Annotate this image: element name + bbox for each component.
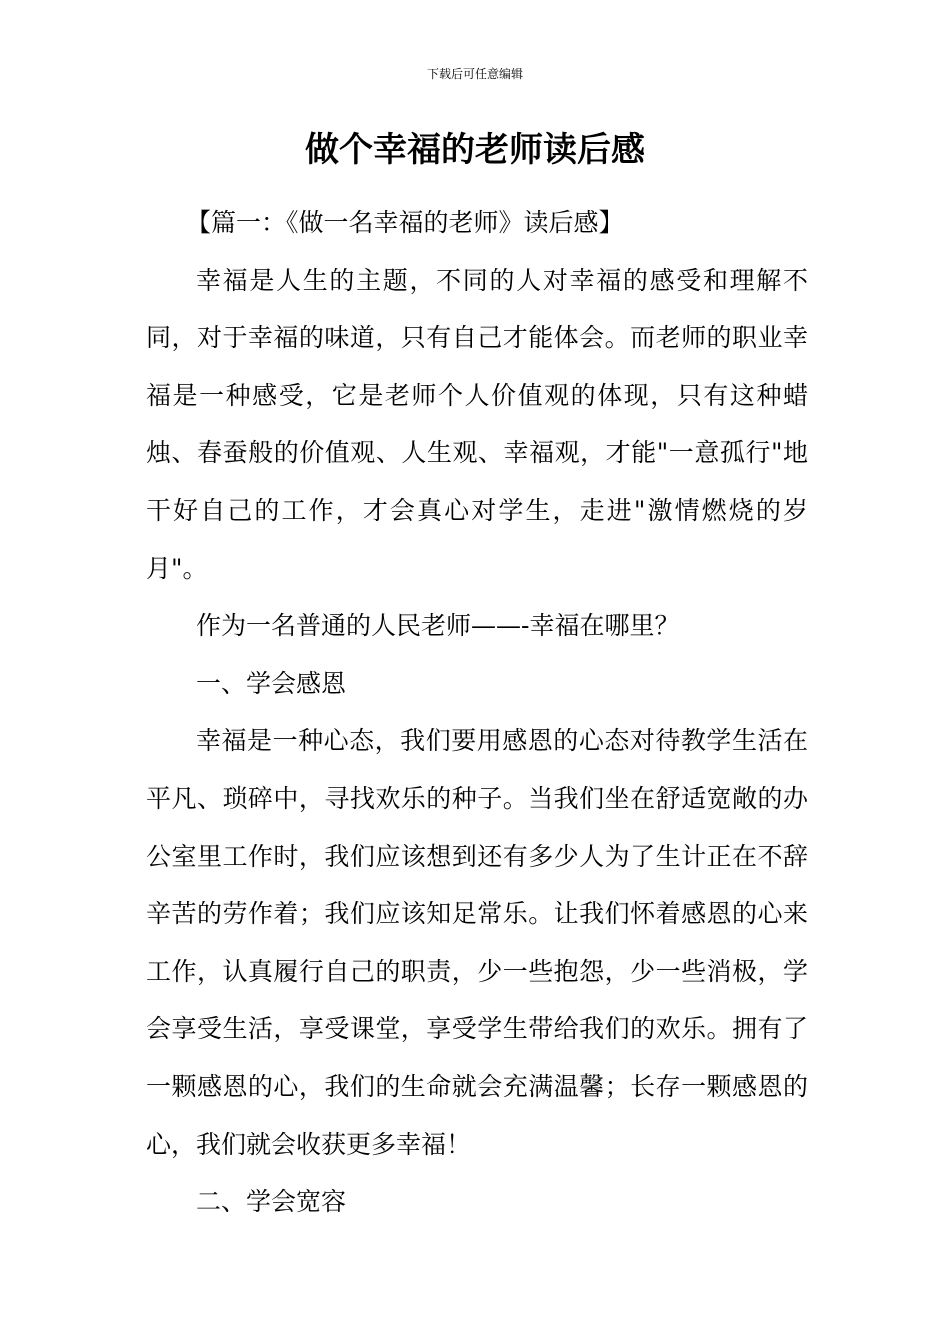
paragraph-gratitude: 幸福是一种心态，我们要用感恩的心态对待教学生活在平凡、琐碎中，寻找欢乐的种子。当我们坐在舒适宽敞的办公室里工作时，我们应该想到还有多少人为了生计正在不辞辛苦的劳作着；我们应该知足常乐。让我们怀着感恩的心来工作，认真履行自己的职责，少一些抱怨，少一些消极，学会享受生活，享受课堂，享受学生带给我们的欢乐。拥有了一颗感恩的心，我们的生命就会充满温馨；长存一颗感恩的心，我们就会收获更多幸福！	[146, 726, 808, 1159]
document-body	[146, 194, 808, 1231]
paragraph-happiness-theme: 幸福是人生的主题，不同的人对幸福的感受和理解不同，对于幸福的味道，只有自己才能体会。而老师的职业幸福是一种感受，它是老师个人价值观的体现，只有这种蜡烛、春蚕般的价值观、人生观、幸福观，才能"一意孤行"地干好自己的工作，才会真心对学生，走进"激情燃烧的岁月"。	[146, 265, 808, 583]
subheading-tolerance: 二、学会宽容	[196, 1187, 347, 1217]
document-title: 做个幸福的老师读后感	[305, 130, 645, 170]
section-heading: 【篇一：《做一名幸福的老师》读后感】	[186, 208, 624, 237]
subheading-gratitude: 一、学会感恩	[196, 668, 347, 698]
header-note: 下载后可任意编辑	[426, 67, 523, 81]
paragraph-question: 作为一名普通的人民老师——-幸福在哪里？	[196, 611, 680, 641]
